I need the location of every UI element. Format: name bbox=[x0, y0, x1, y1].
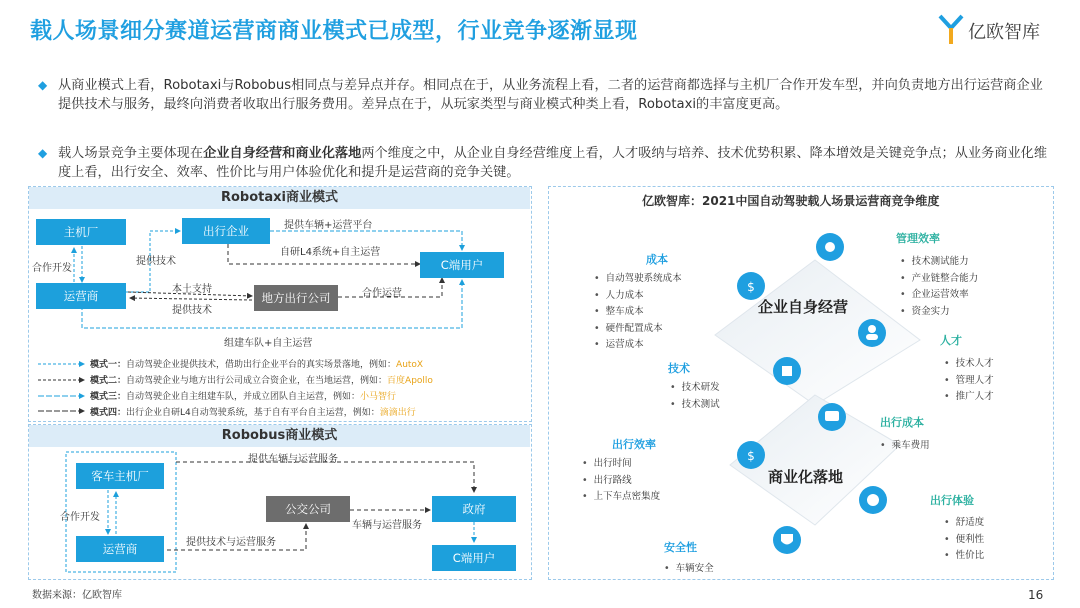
list-item: • 技术研发 bbox=[670, 382, 720, 393]
bullet-2: ◆ 载人场景竞争主要体现在企业自身经营和商业化落地两个维度之中，从企业自身经营维度上看，人才吸纳与培养、技术优势积累、降本增效是关键竞争点；从业务商业化维度上看，出行安全、效率、性价比与用户体验优化和提升是运营商的竞争关键。 bbox=[38, 146, 1048, 180]
list-item: • 上下车点密集度 bbox=[582, 491, 661, 502]
face-icon bbox=[859, 486, 887, 514]
robobus-panel-title: Robobus商业模式 bbox=[29, 425, 530, 447]
chat-icon bbox=[818, 403, 846, 431]
list-item: • 技术人才 bbox=[944, 358, 994, 369]
mode-item: 模式三：自动驾驶企业自主组建车队，并成立团队自主运营，例如：小马智行 bbox=[90, 392, 397, 402]
robotaxi-node-operator: 运营商 bbox=[36, 283, 126, 309]
robotaxi-panel-title: Robotaxi商业模式 bbox=[29, 187, 530, 209]
label-tech2: 提供技术 bbox=[172, 305, 212, 316]
cat-tech: 技术 bbox=[668, 362, 690, 375]
robobus-node-operator: 运营商 bbox=[76, 536, 164, 562]
list-item: • 出行路线 bbox=[582, 474, 632, 486]
list-item: • 出行时间 bbox=[582, 458, 632, 469]
svg-text:$: $ bbox=[747, 449, 755, 463]
cat-mgmt: 管理效率 bbox=[896, 232, 940, 245]
money-icon bbox=[737, 441, 765, 469]
mode-item: 模式四：出行企业自研L4自动驾驶系统，基于自有平台自主运营，例如：滴滴出行 bbox=[90, 408, 416, 418]
hub-business: 企业自身经营 bbox=[758, 298, 849, 316]
diamond-icon: ◆ bbox=[38, 78, 48, 92]
label-coop-dev: 合作开发 bbox=[32, 263, 72, 274]
shield-icon bbox=[773, 526, 801, 554]
list-item: • 推广人才 bbox=[944, 391, 994, 402]
robobus-node-gov: 政府 bbox=[432, 496, 516, 522]
mode-item: 模式一：自动驾驶企业提供技术，借助出行企业平台的真实场景落地，例如：AutoX bbox=[90, 360, 424, 370]
list-item: • 乘车费用 bbox=[880, 440, 930, 451]
robotaxi-node-cuser: C端用户 bbox=[420, 252, 504, 278]
cat-experience: 出行体验 bbox=[930, 494, 974, 507]
robotaxi-node-oem: 主机厂 bbox=[36, 219, 126, 245]
list-cost bbox=[594, 271, 682, 354]
list-mgmt bbox=[900, 254, 978, 320]
list-talent bbox=[944, 356, 994, 406]
list-safety bbox=[664, 561, 714, 578]
list-experience bbox=[944, 515, 984, 565]
label-vehicle-service2: 车辆与运营服务 bbox=[352, 520, 422, 531]
cat-safety: 安全性 bbox=[664, 541, 697, 554]
list-item: • 便利性 bbox=[944, 533, 985, 545]
label-bus-coop-dev: 合作开发 bbox=[60, 512, 100, 523]
cat-travel-cost: 出行成本 bbox=[880, 416, 924, 429]
mode-item: 模式二：自动驾驶企业与地方出行公司成立合资企业，在当地运营，例如：百度Apollo bbox=[90, 376, 433, 386]
cat-cost: 成本 bbox=[646, 253, 668, 266]
label-tech-service: 提供技术与运营服务 bbox=[186, 537, 276, 548]
competition-title: 亿欧智库：2021中国自动驾驶载人场景运营商竞争维度 bbox=[642, 194, 940, 208]
list-item: • 技术测试能力 bbox=[900, 256, 969, 267]
page-number: 16 bbox=[1028, 588, 1044, 602]
list-item: • 人力成本 bbox=[594, 289, 644, 301]
label-vehicle-service: 提供车辆与运营服务 bbox=[248, 454, 338, 465]
cat-talent: 人才 bbox=[940, 334, 962, 347]
hub-commercial: 商业化落地 bbox=[768, 468, 844, 486]
list-item: • 性价比 bbox=[944, 550, 985, 561]
list-item: • 硬件配置成本 bbox=[594, 322, 663, 334]
list-item: • 运营成本 bbox=[594, 339, 644, 350]
list-item: • 管理人才 bbox=[944, 374, 994, 386]
list-item: • 舒适度 bbox=[944, 517, 985, 528]
person-icon bbox=[858, 319, 886, 347]
list-item: • 企业运营效率 bbox=[900, 289, 969, 300]
label-l4-self: 自研L4系统+自主运营 bbox=[280, 247, 381, 258]
label-local-support: 本土支持 bbox=[172, 284, 212, 295]
diamond-icon: ◆ bbox=[38, 146, 48, 160]
list-tech bbox=[670, 380, 720, 413]
list-item: • 自动驾驶系统成本 bbox=[594, 273, 682, 284]
cat-travel-eff: 出行效率 bbox=[612, 438, 656, 451]
data-source: 数据来源：亿欧智库 bbox=[32, 590, 122, 601]
robobus-node-cuser: C端用户 bbox=[432, 545, 516, 571]
list-travel-eff bbox=[582, 456, 660, 506]
label-fleet-self: 组建车队+自主运营 bbox=[224, 338, 313, 349]
page-title: 载人场景细分赛道运营商商业模式已成型，行业竞争逐渐显现 bbox=[30, 19, 638, 44]
robotaxi-node-local: 地方出行公司 bbox=[254, 285, 338, 311]
label-tech: 提供技术 bbox=[136, 256, 176, 267]
list-item: • 车辆安全 bbox=[664, 563, 714, 574]
svg-text:$: $ bbox=[747, 280, 755, 294]
label-coop-op: 合作运营 bbox=[362, 288, 402, 299]
list-item: • 技术测试 bbox=[670, 398, 720, 410]
list-item: • 资金实力 bbox=[900, 305, 950, 317]
robobus-node-bus-co: 公交公司 bbox=[266, 496, 350, 522]
list-item: • 产业链整合能力 bbox=[900, 272, 979, 284]
list-travel-cost bbox=[880, 438, 930, 455]
gear-icon bbox=[816, 233, 844, 261]
robotaxi-node-travel: 出行企业 bbox=[182, 218, 270, 244]
robobus-node-bus-oem: 客车主机厂 bbox=[76, 463, 164, 489]
label-vehicle-platform: 提供车辆+运营平台 bbox=[284, 220, 373, 231]
list-item: • 整车成本 bbox=[594, 306, 644, 317]
puzzle-icon bbox=[773, 357, 801, 385]
bullet-1: ◆ 从商业模式上看，Robotaxi与Robobus相同点与差异点并存。相同点在于，从业务流程上看，二者的运营商都选择与主机厂合作开发车型，并向负责地方出行运营商企业提供技术与服务，最终向消费者收取出行服务费用。差异点在于，从玩家类型与商业模式种类上看，Robotaxi的丰富度更高。 bbox=[38, 78, 1043, 112]
logo-text: 亿欧智库 bbox=[968, 22, 1040, 43]
